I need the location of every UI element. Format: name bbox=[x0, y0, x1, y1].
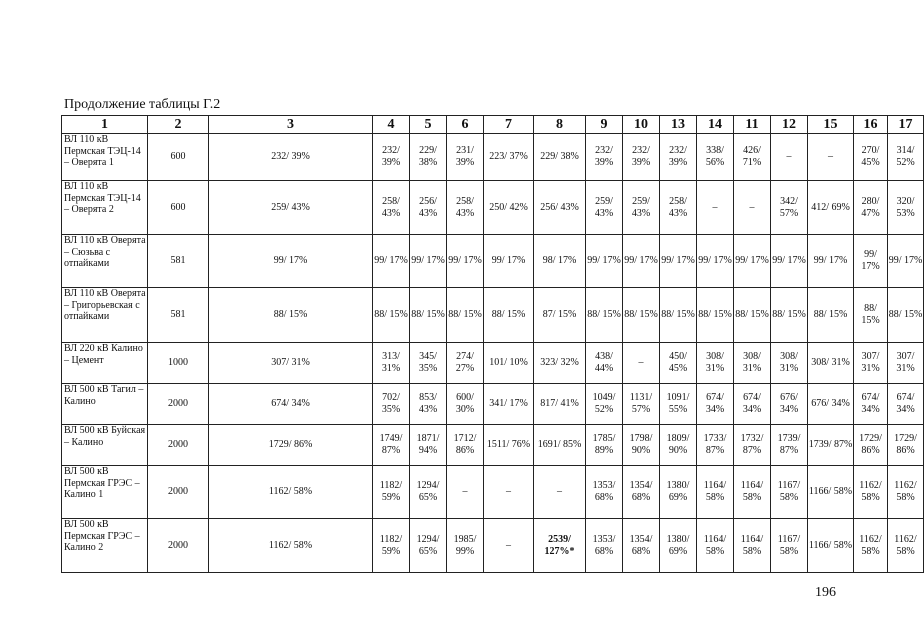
value-cell: 1294/ 65% bbox=[410, 519, 447, 573]
header-cell: 6 bbox=[447, 116, 484, 134]
value-cell: 88/ 15% bbox=[808, 288, 854, 343]
value-cell: 1049/ 52% bbox=[586, 384, 623, 425]
header-cell: 11 bbox=[734, 116, 771, 134]
capacity-cell: 581 bbox=[148, 288, 209, 343]
value-cell: 438/ 44% bbox=[586, 343, 623, 384]
value-cell: 1091/ 55% bbox=[660, 384, 697, 425]
value-cell: 87/ 15% bbox=[534, 288, 586, 343]
value-cell: 258/ 43% bbox=[447, 181, 484, 235]
header-cell: 10 bbox=[623, 116, 660, 134]
value-cell: 338/ 56% bbox=[697, 134, 734, 181]
value-cell: 1162/ 58% bbox=[854, 466, 888, 519]
value-cell: 1739/ 87% bbox=[771, 425, 808, 466]
value-cell: 1511/ 76% bbox=[484, 425, 534, 466]
value-cell: 308/ 31% bbox=[734, 343, 771, 384]
value-cell: 450/ 45% bbox=[660, 343, 697, 384]
value-cell: 1167/ 58% bbox=[771, 466, 808, 519]
line-name-cell: ВЛ 110 кВ Оверята – Григорьевская с отпайками bbox=[62, 288, 148, 343]
value-cell: 88/ 15% bbox=[697, 288, 734, 343]
table-row bbox=[62, 134, 924, 181]
value-cell: 99/ 17% bbox=[660, 235, 697, 288]
value-cell: – bbox=[734, 181, 771, 235]
value-cell: 1354/ 68% bbox=[623, 519, 660, 573]
value-cell: 702/ 35% bbox=[373, 384, 410, 425]
value-cell: 426/ 71% bbox=[734, 134, 771, 181]
line-name-cell: ВЛ 110 кВ Оверята – Сюзьва с отпайками bbox=[62, 235, 148, 288]
value-cell: 1871/ 94% bbox=[410, 425, 447, 466]
value-cell: 674/ 34% bbox=[697, 384, 734, 425]
value-cell: 314/ 52% bbox=[888, 134, 924, 181]
value-cell: 88/ 15% bbox=[586, 288, 623, 343]
table-row bbox=[62, 425, 924, 466]
value-cell: 99/ 17% bbox=[697, 235, 734, 288]
value-cell: 232/ 39% bbox=[660, 134, 697, 181]
value-cell: 853/ 43% bbox=[410, 384, 447, 425]
capacity-cell: 600 bbox=[148, 134, 209, 181]
value-cell: – bbox=[484, 519, 534, 573]
value-cell: 99/ 17% bbox=[771, 235, 808, 288]
value-cell: – bbox=[808, 134, 854, 181]
value-cell: 88/ 15% bbox=[447, 288, 484, 343]
value-cell: 1749/ 87% bbox=[373, 425, 410, 466]
capacity-cell: 2000 bbox=[148, 384, 209, 425]
value-cell: 274/ 27% bbox=[447, 343, 484, 384]
value-cell: 817/ 41% bbox=[534, 384, 586, 425]
value-cell: 88/ 15% bbox=[734, 288, 771, 343]
value-cell: 674/ 34% bbox=[209, 384, 373, 425]
table-row bbox=[62, 519, 924, 573]
capacity-cell: 581 bbox=[148, 235, 209, 288]
value-cell: 342/ 57% bbox=[771, 181, 808, 235]
table-row bbox=[62, 384, 924, 425]
value-cell: 1380/ 69% bbox=[660, 519, 697, 573]
value-cell: 259/ 43% bbox=[586, 181, 623, 235]
value-cell: 1809/ 90% bbox=[660, 425, 697, 466]
value-cell: 1166/ 58% bbox=[808, 519, 854, 573]
value-cell: 88/ 15% bbox=[623, 288, 660, 343]
value-cell: 345/ 35% bbox=[410, 343, 447, 384]
header-cell: 12 bbox=[771, 116, 808, 134]
value-cell: 88/ 15% bbox=[888, 288, 924, 343]
value-cell: 229/ 38% bbox=[410, 134, 447, 181]
value-cell: 1729/ 86% bbox=[209, 425, 373, 466]
value-cell: 676/ 34% bbox=[808, 384, 854, 425]
value-cell: 1162/ 58% bbox=[209, 519, 373, 573]
value-cell: 1729/ 86% bbox=[854, 425, 888, 466]
value-cell: 99/ 17% bbox=[734, 235, 771, 288]
header-cell: 14 bbox=[697, 116, 734, 134]
header-cell: 2 bbox=[148, 116, 209, 134]
value-cell: 232/ 39% bbox=[209, 134, 373, 181]
value-cell: 341/ 17% bbox=[484, 384, 534, 425]
value-cell: 307/ 31% bbox=[854, 343, 888, 384]
value-cell: 1162/ 58% bbox=[888, 519, 924, 573]
value-cell: 258/ 43% bbox=[660, 181, 697, 235]
line-name-cell: ВЛ 500 кВ Пермская ГРЭС – Калино 2 bbox=[62, 519, 148, 573]
line-name-cell: ВЛ 110 кВ Пермская ТЭЦ-14 – Оверята 1 bbox=[62, 134, 148, 181]
header-cell: 9 bbox=[586, 116, 623, 134]
value-cell: 99/ 17% bbox=[808, 235, 854, 288]
value-cell: 280/ 47% bbox=[854, 181, 888, 235]
value-cell: 259/ 43% bbox=[623, 181, 660, 235]
capacity-cell: 2000 bbox=[148, 519, 209, 573]
value-cell: 674/ 34% bbox=[888, 384, 924, 425]
value-cell: 99/ 17% bbox=[447, 235, 484, 288]
capacity-cell: 600 bbox=[148, 181, 209, 235]
value-cell: 98/ 17% bbox=[534, 235, 586, 288]
value-cell: 88/ 15% bbox=[410, 288, 447, 343]
header-cell: 17 bbox=[888, 116, 924, 134]
value-cell: 270/ 45% bbox=[854, 134, 888, 181]
value-cell: 99/ 17% bbox=[854, 235, 888, 288]
value-cell: 256/ 43% bbox=[410, 181, 447, 235]
value-cell: 1166/ 58% bbox=[808, 466, 854, 519]
value-cell: 259/ 43% bbox=[209, 181, 373, 235]
header-row bbox=[62, 116, 924, 134]
value-cell: 88/ 15% bbox=[373, 288, 410, 343]
value-cell: 99/ 17% bbox=[373, 235, 410, 288]
value-cell: 1712/ 86% bbox=[447, 425, 484, 466]
value-cell: 308/ 31% bbox=[771, 343, 808, 384]
header-cell: 3 bbox=[209, 116, 373, 134]
value-cell: 2539/ 127%* bbox=[534, 519, 586, 573]
line-name-cell: ВЛ 220 кВ Калино – Цемент bbox=[62, 343, 148, 384]
value-cell: 229/ 38% bbox=[534, 134, 586, 181]
line-name-cell: ВЛ 500 кВ Буйская – Калино bbox=[62, 425, 148, 466]
value-cell: 676/ 34% bbox=[771, 384, 808, 425]
value-cell: – bbox=[771, 134, 808, 181]
value-cell: 1294/ 65% bbox=[410, 466, 447, 519]
value-cell: 308/ 31% bbox=[697, 343, 734, 384]
value-cell: 1164/ 58% bbox=[734, 519, 771, 573]
value-cell: 308/ 31% bbox=[808, 343, 854, 384]
value-cell: 1733/ 87% bbox=[697, 425, 734, 466]
page-number: 196 bbox=[815, 585, 836, 600]
capacity-cell: 1000 bbox=[148, 343, 209, 384]
value-cell: 674/ 34% bbox=[734, 384, 771, 425]
value-cell: 307/ 31% bbox=[209, 343, 373, 384]
value-cell: 313/ 31% bbox=[373, 343, 410, 384]
header-cell: 16 bbox=[854, 116, 888, 134]
table-caption: Продолжение таблицы Г.2 bbox=[64, 97, 221, 112]
table-row bbox=[62, 288, 924, 343]
line-name-cell: ВЛ 110 кВ Пермская ТЭЦ-14 – Оверята 2 bbox=[62, 181, 148, 235]
value-cell: 232/ 39% bbox=[586, 134, 623, 181]
header-cell: 15 bbox=[808, 116, 854, 134]
value-cell: 88/ 15% bbox=[209, 288, 373, 343]
value-cell: 88/ 15% bbox=[771, 288, 808, 343]
value-cell: 88/ 15% bbox=[854, 288, 888, 343]
table-row bbox=[62, 343, 924, 384]
value-cell: 231/ 39% bbox=[447, 134, 484, 181]
value-cell: 1798/ 90% bbox=[623, 425, 660, 466]
value-cell: 1162/ 58% bbox=[888, 466, 924, 519]
value-cell: 1131/ 57% bbox=[623, 384, 660, 425]
header-cell: 8 bbox=[534, 116, 586, 134]
value-cell: 99/ 17% bbox=[209, 235, 373, 288]
value-cell: 1353/ 68% bbox=[586, 466, 623, 519]
table-row bbox=[62, 235, 924, 288]
value-cell: 1164/ 58% bbox=[734, 466, 771, 519]
value-cell: 412/ 69% bbox=[808, 181, 854, 235]
line-name-cell: ВЛ 500 кВ Тагил – Калино bbox=[62, 384, 148, 425]
value-cell: 1380/ 69% bbox=[660, 466, 697, 519]
value-cell: 1162/ 58% bbox=[209, 466, 373, 519]
header-cell: 1 bbox=[62, 116, 148, 134]
value-cell: 1353/ 68% bbox=[586, 519, 623, 573]
header-cell: 7 bbox=[484, 116, 534, 134]
value-cell: 99/ 17% bbox=[484, 235, 534, 288]
header-cell: 4 bbox=[373, 116, 410, 134]
value-cell: 1182/ 59% bbox=[373, 519, 410, 573]
value-cell: 223/ 37% bbox=[484, 134, 534, 181]
value-cell: 307/ 31% bbox=[888, 343, 924, 384]
table-row bbox=[62, 466, 924, 519]
value-cell: 256/ 43% bbox=[534, 181, 586, 235]
value-cell: 250/ 42% bbox=[484, 181, 534, 235]
value-cell: 258/ 43% bbox=[373, 181, 410, 235]
data-table bbox=[61, 115, 924, 573]
value-cell: 320/ 53% bbox=[888, 181, 924, 235]
value-cell: 99/ 17% bbox=[410, 235, 447, 288]
value-cell: 600/ 30% bbox=[447, 384, 484, 425]
value-cell: 323/ 32% bbox=[534, 343, 586, 384]
header-cell: 5 bbox=[410, 116, 447, 134]
value-cell: 1162/ 58% bbox=[854, 519, 888, 573]
value-cell: 1164/ 58% bbox=[697, 466, 734, 519]
value-cell: 1732/ 87% bbox=[734, 425, 771, 466]
value-cell: 1729/ 86% bbox=[888, 425, 924, 466]
value-cell: 99/ 17% bbox=[888, 235, 924, 288]
capacity-cell: 2000 bbox=[148, 425, 209, 466]
value-cell: 99/ 17% bbox=[586, 235, 623, 288]
value-cell: 101/ 10% bbox=[484, 343, 534, 384]
value-cell: 232/ 39% bbox=[623, 134, 660, 181]
value-cell: 1739/ 87% bbox=[808, 425, 854, 466]
value-cell: 1164/ 58% bbox=[697, 519, 734, 573]
value-cell: – bbox=[447, 466, 484, 519]
capacity-cell: 2000 bbox=[148, 466, 209, 519]
value-cell: 1691/ 85% bbox=[534, 425, 586, 466]
value-cell: 1182/ 59% bbox=[373, 466, 410, 519]
header-cell: 13 bbox=[660, 116, 697, 134]
value-cell: – bbox=[697, 181, 734, 235]
value-cell: 88/ 15% bbox=[660, 288, 697, 343]
value-cell: – bbox=[534, 466, 586, 519]
value-cell: – bbox=[484, 466, 534, 519]
table-body bbox=[62, 134, 924, 573]
table-row bbox=[62, 181, 924, 235]
value-cell: 1167/ 58% bbox=[771, 519, 808, 573]
value-cell: 88/ 15% bbox=[484, 288, 534, 343]
value-cell: 1785/ 89% bbox=[586, 425, 623, 466]
value-cell: 99/ 17% bbox=[623, 235, 660, 288]
line-name-cell: ВЛ 500 кВ Пермская ГРЭС – Калино 1 bbox=[62, 466, 148, 519]
value-cell: 1985/ 99% bbox=[447, 519, 484, 573]
value-cell: – bbox=[623, 343, 660, 384]
value-cell: 674/ 34% bbox=[854, 384, 888, 425]
value-cell: 232/ 39% bbox=[373, 134, 410, 181]
value-cell: 1354/ 68% bbox=[623, 466, 660, 519]
